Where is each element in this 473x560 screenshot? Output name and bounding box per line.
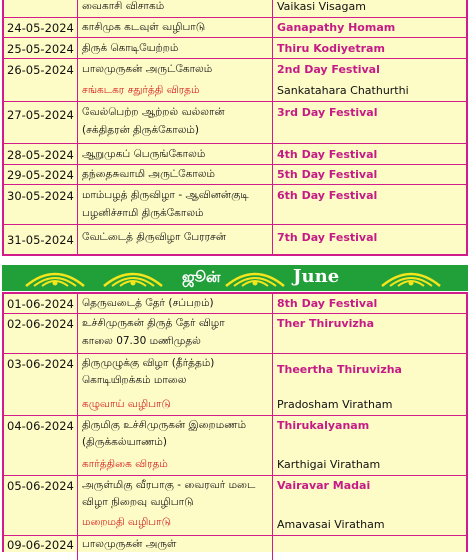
arch-ornament-icon	[102, 268, 164, 288]
table-row	[4, 102, 466, 144]
event-date: 09-06-2024	[7, 538, 74, 552]
event-date: 29-05-2024	[7, 168, 74, 182]
festival-name: 4th Day Festival	[277, 148, 378, 161]
festival-name: Ganapathy Homam	[277, 21, 396, 34]
festival-name: Theertha Thiruvizha	[277, 363, 402, 376]
festival-name: Thiru Kodiyetram	[277, 42, 385, 55]
tamil-event-text: வைகாசி விசாகம்	[82, 0, 165, 12]
event-date: 01-06-2024	[7, 297, 74, 311]
table-row	[4, 314, 466, 354]
event-date: 27-05-2024	[7, 108, 74, 122]
festival-name: Ther Thiruvizha	[277, 317, 375, 330]
event-note: Amavasai Viratham	[277, 518, 385, 531]
festival-name: 2nd Day Festival	[277, 63, 380, 76]
tamil-observance-text: கார்த்திகை விரதம்	[82, 458, 168, 470]
arch-ornament-icon	[380, 268, 442, 288]
tamil-event-text: ஆறுமுகப் பெருங்கோலம்	[82, 148, 206, 160]
tamil-event-text: அருள்மிகு வீரபாகு - வைரவர் மடை	[82, 479, 256, 491]
arch-ornament-icon	[24, 268, 86, 288]
table-row	[4, 354, 466, 416]
festival-name: Vairavar Madai	[277, 479, 371, 492]
event-date: 04-06-2024	[7, 419, 74, 433]
tamil-event-text: திருமிகு உச்சிமுருகன் இறைமணம்	[82, 419, 247, 431]
table-row	[4, 185, 466, 225]
tamil-event-text: காலை 07.30 மணிமுதல்	[82, 335, 201, 347]
event-date: 05-06-2024	[7, 479, 74, 493]
festival-name: 5th Day Festival	[277, 168, 378, 181]
event-date: 30-05-2024	[7, 189, 74, 203]
tamil-observance-text: சங்கடகர சதுர்த்தி விரதம்	[82, 84, 200, 96]
event-date: 31-05-2024	[7, 233, 74, 247]
event-note: Karthigai Viratham	[277, 458, 381, 471]
table-row	[4, 225, 466, 254]
tamil-event-text: காசிமுக கடவுள் வழிபாடு	[82, 21, 206, 33]
table-row	[4, 38, 466, 59]
table-row	[4, 536, 466, 560]
event-date: 03-06-2024	[7, 357, 74, 371]
festival-name: Thirukalyanam	[277, 419, 370, 432]
festival-name: 6th Day Festival	[277, 189, 378, 202]
event-note: Vaikasi Visagam	[277, 0, 366, 13]
event-note: Sankatahara Chathurthi	[277, 84, 409, 97]
festival-name: 7th Day Festival	[277, 231, 378, 244]
table-row	[4, 165, 466, 185]
month-title-english: June	[293, 266, 340, 287]
event-date: 28-05-2024	[7, 148, 74, 162]
tamil-event-text: தெருவடைத் தேர் (சப்பறம்)	[82, 297, 214, 309]
table-row	[4, 18, 466, 38]
tamil-event-text: வேல்பெற்ற ஆற்றல் வல்லான்	[82, 106, 225, 118]
tamil-event-text: பாலமுருகன் அருட்கோலம்	[82, 63, 213, 75]
tamil-event-text: வேட்டைத் திருவிழா பேரரசன்	[82, 231, 226, 243]
tamil-event-text: உச்சிமுருகன் திருத் தேர் விழா	[82, 317, 225, 329]
table-row	[4, 59, 466, 102]
june-schedule-table	[2, 292, 468, 552]
tamil-event-text: திருக் கொடியேற்றம்	[82, 42, 179, 54]
table-row	[4, 476, 466, 536]
tamil-event-text: (திருக்கல்யாணம்)	[82, 436, 167, 448]
month-title-tamil: ஜூன்	[182, 268, 221, 286]
tamil-observance-text: கழுவாய் வழிபாடு	[82, 398, 171, 410]
event-date: 02-06-2024	[7, 317, 74, 331]
table-row	[4, 144, 466, 165]
tamil-event-text: பாலமுருகன் அருள்	[82, 538, 177, 550]
tamil-event-text: விழா நிறைவு வழிபாடு	[82, 496, 194, 508]
tamil-event-text: கொடியிறக்கம் மாலை	[82, 374, 187, 386]
arch-ornament-icon	[224, 268, 286, 288]
table-row	[4, 0, 466, 18]
festival-name: 8th Day Festival	[277, 297, 378, 310]
tamil-event-text: திருமுழுக்கு விழா (தீர்த்தம்)	[82, 357, 215, 369]
event-date: 26-05-2024	[7, 63, 74, 77]
tamil-event-text: தந்தைசுவாமி அருட்கோலம்	[82, 168, 215, 180]
tamil-event-text: மாம்பழத் திருவிழா - ஆவினன்குடி	[82, 189, 249, 201]
tamil-event-text: (சக்திதரன் திருக்கோலம்)	[82, 124, 199, 136]
event-date: 24-05-2024	[7, 21, 74, 35]
month-banner	[2, 265, 468, 291]
may-schedule-table	[2, 0, 468, 256]
tamil-observance-text: மறைமதி வழிபாடு	[82, 516, 171, 528]
festival-name: 3rd Day Festival	[277, 106, 378, 119]
table-row	[4, 416, 466, 476]
event-note: Pradosham Viratham	[277, 398, 393, 411]
table-row	[4, 294, 466, 314]
event-date: 25-05-2024	[7, 42, 74, 56]
tamil-event-text: பழனிச்சாமி திருக்கோலம்	[82, 207, 204, 219]
